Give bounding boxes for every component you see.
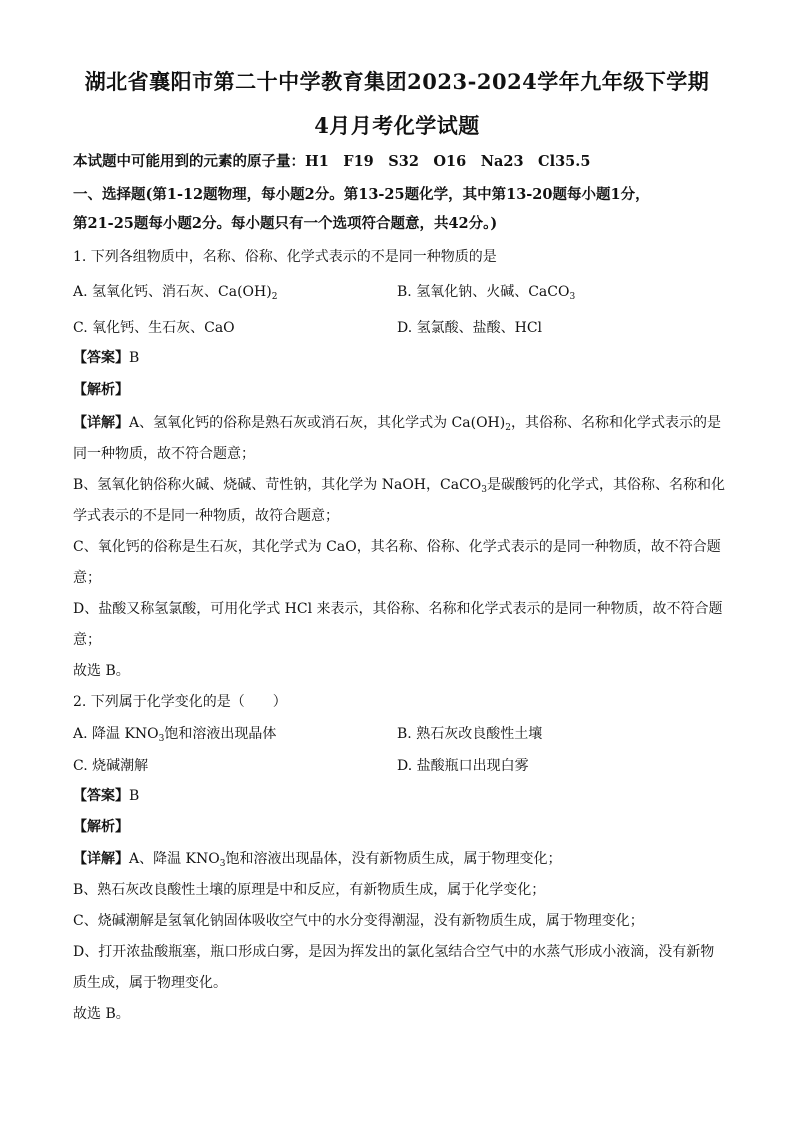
q1-detail-b-line2: 学式表示的不是同一种物质，故符合题意； [73,508,339,524]
q2-analysis-heading: 【解析】 [73,819,129,835]
q2-conclusion: 故选 B。 [73,1006,130,1022]
q2-detail-d-line2: 质生成，属于物理变化。 [73,975,227,991]
q1-option-c: C. 氧化钙、生石灰、CaO [73,320,235,336]
q2-answer: 【答案】B [73,788,140,804]
q1-conclusion: 故选 B。 [73,663,130,679]
q1-detail-d-line1: D、盐酸又称氢氯酸，可用化学式 HCl 来表示，其俗称、名称和化学式表示的是同一种物质，故不符合题 [73,601,723,617]
section-heading-line2: 第21-25题每小题2分。每小题只有一个选项符合题意，共42分。) [73,215,498,232]
q1-option-a: A. 氢氧化钙、消石灰、$Ca(OH)_2$ [73,284,278,302]
q2-detail-a: 【详解】A、降温 $KNO_3$饱和溶液出现晶体，没有新物质生成，属于物理变化； [73,851,562,869]
document-title-line1: 湖北省襄阳市第二十中学教育集团2023-2024学年九年级下学期 [84,69,710,94]
q1-detail-c-line2: 意； [73,570,101,586]
q1-detail-a-line1: 【详解】A、氢氧化钙的俗称是熟石灰或消石灰，其化学式为 $Ca(OH)_2$，其俗称、名称和化学式表示的是 [73,415,721,433]
q2-option-d: D. 盐酸瓶口出现白雾 [397,758,529,774]
section-heading-line1: 一、选择题(第1-12题物理，每小题2分。第13-25题化学，其中第13-20题每小题1分， [73,186,650,203]
q2-detail-d-line1: D、打开浓盐酸瓶塞，瓶口形成白雾，是因为挥发出的氯化氢结合空气中的水蒸气形成小液滴，没有新物 [73,944,715,960]
q1-analysis-heading: 【解析】 [73,382,129,398]
q1-option-d: D. 氢氯酸、盐酸、HCl [397,320,543,336]
q1-detail-a-line2: 同一种物质，故不符合题意； [73,446,255,462]
q1-detail-b-line1: B、氢氧化钠俗称火碱、烧碱、苛性钠，其化学为 NaOH，CaCO$_3$是碳酸钙的化学式，其俗称、名称和化 [73,477,726,495]
q1-answer: 【答案】B [73,350,140,366]
q1-option-b: B. 氢氧化钠、火碱、CaCO$_3$ [397,284,576,302]
document-title-line2: 4月月考化学试题 [314,113,480,138]
q1-stem: 1. 下列各组物质中，名称、俗称、化学式表示的不是同一种物质的是 [73,249,497,265]
q2-stem: 2. 下列属于化学变化的是（ ） [73,694,287,710]
q2-detail-c: C、烧碱潮解是氢氧化钠固体吸收空气中的水分变得潮湿，没有新物质生成，属于物理变化； [73,913,644,929]
q1-detail-d-line2: 意； [73,632,101,648]
q1-detail-c-line1: C、氧化钙的俗称是生石灰，其化学式为 CaO，其名称、俗称、化学式表示的是同一种物质，故不符合题 [73,539,721,555]
atomic-masses-note: 本试题中可能用到的元素的原子量：H1 F19 S32 O16 Na23 Cl35.5 [73,153,591,170]
q2-option-b: B. 熟石灰改良酸性土壤 [397,726,543,742]
q2-option-a: A. 降温 $KNO_3$饱和溶液出现晶体 [73,726,277,744]
q2-detail-b: B、熟石灰改良酸性土壤的原理是中和反应，有新物质生成，属于化学变化； [73,882,546,898]
q2-option-c: C. 烧碱潮解 [73,758,149,774]
